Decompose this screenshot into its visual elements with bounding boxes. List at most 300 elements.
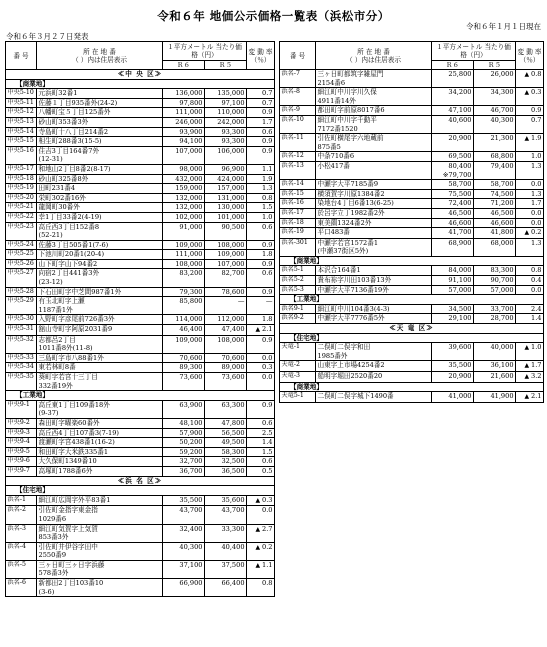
price-r6: 111,000 xyxy=(175,250,203,259)
change-value: 0.3 xyxy=(262,363,273,372)
table-row xyxy=(280,392,544,403)
location-line-2: (3-6) xyxy=(38,587,55,596)
cell-number: 中央9-5 xyxy=(6,447,37,457)
table-row xyxy=(6,174,275,184)
location-line: 佐藤3丁目505番1(7-6) xyxy=(38,240,109,249)
cell-number: 天竜-2 xyxy=(280,361,316,372)
cell-change xyxy=(516,372,544,383)
change-value: 1.3 xyxy=(531,161,542,170)
cell-number: 中央5-20 xyxy=(6,193,37,203)
change-value: 0.3 xyxy=(531,88,542,97)
change-value: 1.7 xyxy=(531,361,542,370)
cell-change xyxy=(247,98,275,108)
cell-price-r6 xyxy=(432,285,474,295)
cell-price-r6 xyxy=(432,392,474,403)
price-table-left xyxy=(5,41,275,597)
cell-price-r5: 79,400 xyxy=(474,161,516,179)
cell-price-r6 xyxy=(163,240,205,250)
cell-change xyxy=(247,203,275,213)
cell-location xyxy=(37,269,163,287)
cell-change xyxy=(247,269,275,287)
price-r6: 47,100 xyxy=(448,106,472,115)
cell-location xyxy=(37,400,163,418)
change-value: 1.8 xyxy=(262,250,273,259)
price-r6: 98,000 xyxy=(179,164,203,173)
change-value: 0.0 xyxy=(531,208,542,217)
cell-location xyxy=(37,560,163,578)
cell-price-r6 xyxy=(432,161,474,179)
cell-location xyxy=(316,88,432,106)
cell-price-r5: 73,600 xyxy=(205,373,247,391)
cell-change xyxy=(247,457,275,467)
cell-price-r5: 33,300 xyxy=(205,524,247,542)
base-date: 令和６年１月１日現在 xyxy=(466,22,541,31)
decrease-triangle-icon: ▲ xyxy=(255,496,263,504)
table-row xyxy=(6,542,275,560)
cell-price-r6 xyxy=(163,212,205,222)
price-r6: 34,200 xyxy=(448,88,472,97)
cell-change xyxy=(247,315,275,325)
land-use-header xyxy=(6,486,275,496)
table-row xyxy=(280,304,544,314)
change-value: 1.7 xyxy=(531,199,542,208)
cell-price-r6 xyxy=(432,276,474,286)
price-r6: 46,400 xyxy=(179,325,203,334)
change-value: 1.4 xyxy=(531,314,542,323)
price-r6: 79,300 xyxy=(179,287,203,296)
table-row xyxy=(280,134,544,152)
cell-price-r5: — xyxy=(205,297,247,315)
table-row xyxy=(280,218,544,228)
location-line: 高塚町1788番6外 xyxy=(38,466,93,475)
price-r6: 84,000 xyxy=(448,266,472,275)
price-r6: 109,000 xyxy=(175,240,203,249)
cell-change xyxy=(247,259,275,269)
location-line-2: 578番3外 xyxy=(38,569,69,578)
cell-price-r6 xyxy=(432,88,474,106)
price-r6: 35,500 xyxy=(179,495,203,504)
cell-price-r6 xyxy=(432,314,474,324)
table-row xyxy=(280,238,544,256)
price-r6: 89,300 xyxy=(179,363,203,372)
location-line: 細江町中川字川久保 xyxy=(317,88,377,97)
cell-price-r6 xyxy=(163,222,205,240)
cell-price-r5: 43,700 xyxy=(205,506,247,524)
cell-location xyxy=(37,137,163,147)
table-row xyxy=(280,161,544,179)
location-line: 中瀬字大平7185番9 xyxy=(317,180,379,189)
land-use-header xyxy=(280,256,544,266)
cell-change xyxy=(516,266,544,276)
cell-price-r5: 66,400 xyxy=(205,579,247,597)
price-r6: 97,800 xyxy=(179,98,203,107)
change-value: 1.8 xyxy=(262,315,273,324)
change-value: 0.8 xyxy=(262,579,273,588)
cell-change xyxy=(516,134,544,152)
cell-price-r6 xyxy=(432,115,474,133)
price-r6: 246,000 xyxy=(175,117,203,126)
price-r6: 132,000 xyxy=(175,203,203,212)
price-r6: 36,700 xyxy=(179,466,203,475)
location-line: 於呂字立丁1982番2外 xyxy=(317,208,385,217)
cell-number: 中央5-34 xyxy=(6,363,37,373)
decrease-triangle-icon: ▲ xyxy=(255,543,263,551)
price-r6: 25,800 xyxy=(448,70,472,78)
section-label: 【住宅地】 xyxy=(280,333,544,343)
table-row xyxy=(6,184,275,194)
cell-location xyxy=(37,297,163,315)
location-line: 高丘東1丁目109番18外 xyxy=(38,400,110,409)
cell-change xyxy=(247,146,275,164)
price-r6: 20,900 xyxy=(448,372,472,380)
change-value: 0.9 xyxy=(262,259,273,268)
cell-change xyxy=(516,189,544,199)
cell-change xyxy=(247,212,275,222)
cell-number: 浜名-5 xyxy=(6,560,37,578)
header-price: １平方メートル 当たり価格（円） xyxy=(163,42,247,61)
price-r6: 94,100 xyxy=(179,137,203,146)
change-value: 0.6 xyxy=(262,418,273,427)
table-row xyxy=(6,506,275,524)
price-r6: 107,000 xyxy=(175,146,203,155)
table-row xyxy=(6,203,275,213)
cell-price-r5: 40,400 xyxy=(205,542,247,560)
cell-location xyxy=(316,343,432,361)
cell-number: 浜名-15 xyxy=(280,189,316,199)
location-line-2: 853番3外 xyxy=(38,533,69,542)
cell-location xyxy=(316,115,432,133)
cell-number: 天竜-3 xyxy=(280,372,316,383)
decrease-triangle-icon: ▲ xyxy=(524,135,532,143)
cell-price-r6 xyxy=(163,250,205,260)
location-line: 下石田町字中芝間987番1外 xyxy=(38,287,122,296)
price-r6: 40,300 xyxy=(179,542,203,551)
location-line: 新都田2丁目103番10 xyxy=(38,579,104,588)
cell-price-r6 xyxy=(163,363,205,373)
cell-location xyxy=(37,184,163,194)
cell-change xyxy=(516,218,544,228)
cell-number: 浜名-13 xyxy=(280,161,316,179)
header-change: 変 動 率（％） xyxy=(516,42,544,70)
table-row xyxy=(6,353,275,363)
cell-price-r5: 37,500 xyxy=(205,560,247,578)
cell-price-r5: 74,500 xyxy=(474,189,516,199)
location-line: 船明字堀田2520番20 xyxy=(317,372,383,380)
table-row xyxy=(280,115,544,133)
price-r6: 108,000 xyxy=(175,259,203,268)
table-row xyxy=(6,400,275,418)
change-value: 0.3 xyxy=(262,495,273,504)
location-line-2: 2550番9 xyxy=(38,551,67,560)
header-no: 番 号 xyxy=(280,42,316,70)
price-r6: 32,700 xyxy=(179,457,203,466)
change-value: 0.2 xyxy=(531,228,542,237)
change-value: 2.5 xyxy=(262,428,273,437)
price-r6: 114,000 xyxy=(175,315,203,324)
decrease-triangle-icon: ▲ xyxy=(524,393,532,401)
cell-number: 浜名5-3 xyxy=(280,285,316,295)
cell-location xyxy=(316,199,432,209)
cell-price-r5: 26,000 xyxy=(474,70,516,88)
cell-price-r5: 40,000 xyxy=(474,343,516,361)
cell-price-r6 xyxy=(163,127,205,137)
cell-price-r6 xyxy=(163,184,205,194)
cell-location xyxy=(316,372,432,383)
cell-price-r6 xyxy=(432,106,474,116)
location-line: 染地台4丁目6番13(6-25) xyxy=(317,199,394,208)
cell-number: 中央5-16 xyxy=(6,146,37,164)
table-row xyxy=(6,287,275,297)
cell-price-r5: 56,500 xyxy=(205,428,247,438)
table-row xyxy=(6,466,275,476)
cell-number: 浜名-19 xyxy=(280,228,316,239)
location-line: 細江町広岡字外平83番1 xyxy=(38,495,111,504)
cell-price-r6 xyxy=(163,495,205,506)
cell-change xyxy=(516,180,544,190)
cell-change xyxy=(247,447,275,457)
cell-price-r5: 40,300 xyxy=(474,115,516,133)
price-r6: 59,200 xyxy=(179,447,203,456)
cell-price-r6 xyxy=(163,89,205,99)
cell-location xyxy=(37,89,163,99)
cell-price-r5: 96,900 xyxy=(205,164,247,174)
cell-location xyxy=(37,117,163,127)
cell-price-r5: 93,300 xyxy=(205,137,247,147)
cell-location xyxy=(316,70,432,88)
cell-price-r5: 41,900 xyxy=(474,392,516,403)
table-row xyxy=(280,189,544,199)
cell-location xyxy=(37,315,163,325)
cell-number: 浜名-6 xyxy=(6,579,37,597)
location-line: 向宿2丁目441番3外 xyxy=(38,269,100,278)
cell-location xyxy=(316,106,432,116)
location-line: 高丘西3丁目152番8 xyxy=(38,222,100,231)
cell-number: 中央5-35 xyxy=(6,373,37,391)
cell-price-r6 xyxy=(163,400,205,418)
cell-location xyxy=(37,287,163,297)
location-line: 山下町字山下94番2 xyxy=(38,259,98,268)
cell-change xyxy=(247,438,275,448)
location-line: 舘山寺町字阿原2031番9 xyxy=(38,325,113,334)
table-row xyxy=(6,108,275,118)
cell-number: 中央5-11 xyxy=(6,98,37,108)
cell-number: 中央5-18 xyxy=(6,174,37,184)
cell-location xyxy=(37,579,163,597)
cell-change xyxy=(247,579,275,597)
cell-price-r6 xyxy=(432,152,474,162)
decrease-triangle-icon: ▲ xyxy=(255,561,263,569)
change-value: 0.6 xyxy=(262,222,273,231)
change-value: — xyxy=(265,297,273,306)
cell-price-r6 xyxy=(163,373,205,391)
price-r6: 159,000 xyxy=(175,184,203,193)
cell-number: 浜名9-2 xyxy=(280,314,316,324)
location-line: 高丘西4丁目107番3(7-19) xyxy=(38,428,119,437)
cell-change xyxy=(247,184,275,194)
location-line-2: (9-37) xyxy=(38,409,59,418)
location-line: 幸1丁目33番2(4-19) xyxy=(38,212,102,221)
cell-price-r5: 28,700 xyxy=(474,314,516,324)
cell-price-r5: 83,300 xyxy=(474,266,516,276)
change-value: 1.7 xyxy=(262,117,273,126)
cell-change xyxy=(247,466,275,476)
location-line: 山東字上市場4254番2 xyxy=(317,361,385,370)
header-r5: Ｒ５ xyxy=(205,61,247,70)
cell-number: 浜名-2 xyxy=(6,506,37,524)
cell-price-r6 xyxy=(163,259,205,269)
header-r6: Ｒ６ xyxy=(163,61,205,70)
table-row xyxy=(6,315,275,325)
price-r6: 73,600 xyxy=(179,373,203,381)
price-r6: 83,200 xyxy=(179,269,203,278)
cell-change xyxy=(247,193,275,203)
cell-number: 中央5-24 xyxy=(6,240,37,250)
location-line: 入野町字彦尾前726番3外 xyxy=(38,315,115,324)
location-line: 二俣町二俣字城下1490番 xyxy=(317,392,394,401)
price-r6: 91,000 xyxy=(179,222,203,231)
cell-price-r6 xyxy=(163,438,205,448)
cell-number: 浜名5-2 xyxy=(280,276,316,286)
change-value: 1.0 xyxy=(531,152,542,161)
cell-price-r5: 108,000 xyxy=(205,240,247,250)
cell-change xyxy=(247,353,275,363)
change-value: 0.9 xyxy=(262,108,273,117)
cell-number: 浜名-9 xyxy=(280,106,316,116)
cell-price-r5: 58,700 xyxy=(474,180,516,190)
change-value: 0.0 xyxy=(531,218,542,227)
location-line: 八幡町宝５丁目125番外 xyxy=(38,108,111,117)
cell-price-r5: 21,300 xyxy=(474,134,516,152)
cell-location xyxy=(37,203,163,213)
change-value: 1.5 xyxy=(262,447,273,456)
price-r6: 32,400 xyxy=(179,524,203,533)
change-value: 0.0 xyxy=(531,180,542,189)
cell-change xyxy=(247,428,275,438)
cell-change xyxy=(516,199,544,209)
change-value: 0.8 xyxy=(531,70,542,78)
cell-price-r5: 46,600 xyxy=(474,218,516,228)
cell-change xyxy=(516,304,544,314)
change-value: 1.0 xyxy=(262,212,273,221)
price-r6: 57,900 xyxy=(179,428,203,437)
cell-price-r6 xyxy=(163,315,205,325)
table-row xyxy=(6,240,275,250)
publish-date: 令和６年３月２７日発表 xyxy=(6,32,89,41)
change-value: 0.0 xyxy=(262,373,273,381)
location-line: 東若林町8番 xyxy=(38,363,76,372)
location-line: 渡瀬町字宮438番1(16-2) xyxy=(38,438,115,447)
cell-price-r5: 424,000 xyxy=(205,174,247,184)
cell-location xyxy=(37,108,163,118)
location-line: 細江町中川104番3(4-3) xyxy=(317,304,390,313)
cell-change xyxy=(516,70,544,88)
cell-change xyxy=(516,238,544,256)
location-line: 小松417番 xyxy=(317,161,350,170)
cell-price-r5: 89,000 xyxy=(205,363,247,373)
table-row xyxy=(6,325,275,336)
table-row xyxy=(6,335,275,353)
cell-price-r5: 46,500 xyxy=(474,208,516,218)
location-line-2: 1187番1外 xyxy=(38,305,73,314)
section-label: 【工業地】 xyxy=(6,391,275,401)
location-line-2: 1985番外 xyxy=(317,351,348,360)
cell-number: 中央5-17 xyxy=(6,164,37,174)
price-r6: 75,500 xyxy=(448,189,472,198)
cell-number: 中央9-3 xyxy=(6,428,37,438)
cell-change xyxy=(247,542,275,560)
cell-location xyxy=(37,447,163,457)
cell-location xyxy=(316,218,432,228)
table-row xyxy=(280,276,544,286)
cell-change xyxy=(516,285,544,295)
price-r6: 46,500 xyxy=(448,208,472,217)
cell-price-r5: 70,600 xyxy=(205,353,247,363)
cell-price-r6 xyxy=(432,70,474,88)
change-value: 1.1 xyxy=(262,560,273,569)
decrease-triangle-icon: ▲ xyxy=(524,89,532,97)
price-r6: 63,900 xyxy=(179,400,203,409)
cell-price-r5: 110,000 xyxy=(205,108,247,118)
location-line: 横須賀字川原1384番2 xyxy=(317,189,385,198)
table-row xyxy=(6,438,275,448)
price-r6: 70,600 xyxy=(179,353,203,362)
table-row xyxy=(280,70,544,88)
cell-number: 中央5-10 xyxy=(6,89,37,99)
cell-price-r6 xyxy=(163,98,205,108)
price-r6: 69,500 xyxy=(448,152,472,161)
cell-change xyxy=(247,418,275,428)
section-label: 【住宅地】 xyxy=(6,486,275,496)
table-row xyxy=(6,418,275,428)
cell-price-r5: 78,600 xyxy=(205,287,247,297)
price-r6: 48,100 xyxy=(179,418,203,427)
cell-location xyxy=(37,466,163,476)
page-title: 令和６年 地価公示価格一覧表（浜松市分） xyxy=(157,9,390,23)
table-row xyxy=(6,560,275,578)
cell-number: 中央9-2 xyxy=(6,418,37,428)
cell-location xyxy=(37,428,163,438)
cell-price-r6 xyxy=(432,361,474,372)
table-row xyxy=(280,228,544,239)
cell-price-r6 xyxy=(163,466,205,476)
cell-location xyxy=(37,325,163,336)
price-r6: 72,400 xyxy=(448,199,472,208)
location-line: 三ヶ日町三ヶ日字浜藤 xyxy=(38,560,105,569)
table-row xyxy=(280,88,544,106)
cell-price-r5: 57,000 xyxy=(474,285,516,295)
change-value: 1.9 xyxy=(531,134,542,143)
cell-price-r5: 33,700 xyxy=(474,304,516,314)
location-line: 和田町字大米鉄335番1 xyxy=(38,447,109,456)
district-header xyxy=(280,324,544,334)
change-value: 0.0 xyxy=(262,506,273,515)
cell-price-r6 xyxy=(432,208,474,218)
section-label: 【商業地】 xyxy=(280,382,544,392)
cell-location xyxy=(316,208,432,218)
location-line: 佐藤１丁目935番外(24-2) xyxy=(38,98,118,107)
table-row xyxy=(6,222,275,240)
change-value: 0.8 xyxy=(262,193,273,202)
cell-number: 中央5-21 xyxy=(6,203,37,213)
cell-change xyxy=(247,137,275,147)
change-value: 1.4 xyxy=(262,438,273,447)
table-row xyxy=(6,212,275,222)
cell-location xyxy=(37,373,163,391)
change-value: 1.1 xyxy=(262,164,273,173)
cell-number: 浜名-4 xyxy=(6,542,37,560)
table-row xyxy=(6,259,275,269)
cell-location xyxy=(37,335,163,353)
